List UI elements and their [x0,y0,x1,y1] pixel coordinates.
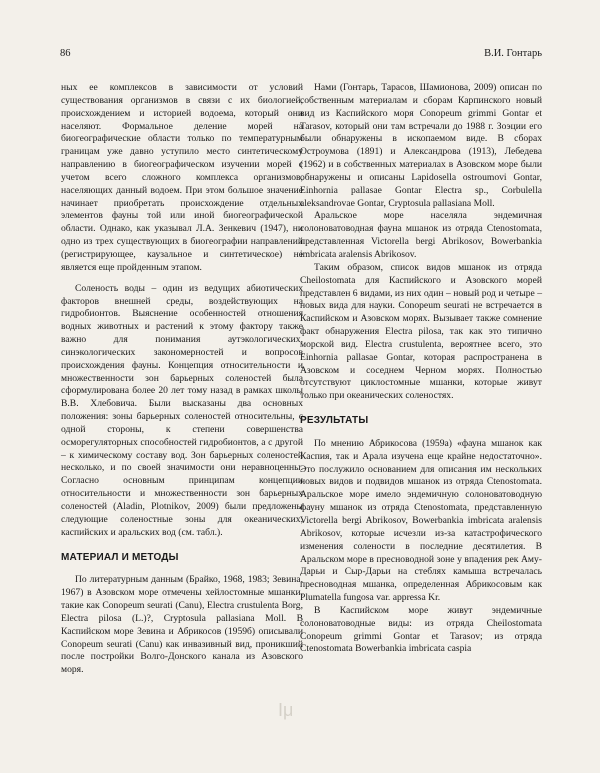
section-heading: МАТЕРИАЛ И МЕТОДЫ [61,551,179,563]
running-author: В.И. Гонтарь [484,48,542,59]
page-number: 86 [60,48,71,59]
paragraph: Нами (Гонтарь, Тарасов, Шамионова, 2009) описан по собственным материалам и сборам Карпинского новый вид из Каспийского моря Conopeum grimmi Gontar et Tarasov, который они там встречали до 1988 г. Зоэции его были обнаружены в ископаемом виде. В сборах Остроумова (1891) и Александрова (1913), Лебедева (1962) и в собственных материалах в Азовском море были обнаружены и описаны Lapidosella ostroumovi Gontar, Einhornia pallasae Gontar Electra sp., Corbulella aleksandrovae Gontar, Cryptosula pallasiana Moll. [300,82,542,209]
handwritten-mark: Ιμ [278,700,294,720]
paragraph: По мнению Абрикосова (1959а) «фауна мшанок как Каспия, так и Арала изучена еще крайне недостаточно». Это послужило основанием для описания им нескольких новых видов и подвидов мшанок из отряда Ctenostomata. Аральское море имело эндемичную солоноватоводную фауну мшанок из отряда Ctenostomata, представленную Victorella bergi Abrikosov, Bowerbankia imbricata aralensis Abrikosov, которые исчезли из-за катастрофического изменения солености в последние десятилетия. В Аральском море в пресноводной зоне у впадения рек Аму-Дарьи и Сыр-Дарьи на стеблях камыша встречалась пресноводная мшанка, определенная Абрикосовым как Plumatella fungosa var. appressa Kr. [300,437,542,604]
section-heading: РЕЗУЛЬТАТЫ [300,415,369,427]
right-column [300,82,542,656]
paragraph: Соленость воды – один из ведущих абиотических факторов внешней среды, воздействующих на гидробионтов. Выяснение особенностей отношения водных животных и растений к этому фактору также важно для понимания аутэкологических, синэкологических закономерностей и вопросов происхождения фауны. Концепция относительности и множественности зон барьерных соленостей была сформулирована более 20 лет тому назад в рамках школы В.В. Хлебовича. Были высказаны два основных положения: зоны барьерных соленостей относительны, с одной стороны, к степени совершенства осморегуляторных способностей гидробионтов, а с другой – к химическому составу вод. Зон барьерных соленостей несколько, и по своей значимости они неравноценны. Согласно основным принципам концепции относительности и множественности зон барьерных соленостей (Aladin, Plotnikov, 2009) были предложены следующие соленостные зоны для океанических, каспийских и аральских вод (см. табл.). [61,282,303,538]
paragraph: В Каспийском море живут эндемичные солоноватоводные виды: из отряда Cheilostomata Conopeum grimmi Gontar et Tarasov; из отряда Ctenostomata Bowerbankia imbricata caspia [300,604,542,655]
paragraph: Аральское море населяла эндемичная солоноватоводная фауна мшанок из отряда Ctenostomata, представленная Victorella bergi Abrikosov, Bowerbankia imbricata aralensis Abrikosov. [300,210,542,260]
left-column [61,82,303,677]
paragraph: ных ее комплексов в зависимости от условий существования организмов в связи с их биологией, происхождением и историей водоема, который они населяют. Формальное деление морей на биогеографические области только по температурным границам уже давно уступило место синтетическому направлению в биогеографическом изучении морей с учетом всего сложного комплекса организмов, населяющих данный водоем. При этом большое значение начинает приобретать происхождение отдельных элементов фауны той или иной биогеографической области. Однако, как указывал Л.А. Зенкевич (1947), ни одно из трех существующих в биогеографии направлений (регистрирующее, каузальное и синтетическое) не является еще пройденным этапом. [61,82,303,273]
paragraph: Таким образом, список видов мшанок из отряда Cheilostomata для Каспийского и Азовского морей представлен 6 видами, из них один – новый род и четыре – новых вида для науки. Conopeum seurati не встречается в Каспийском и Азовском морях. Вызывает также сомнение факт обнаружения Electra pilosa, так как это типично морской вид. Electra crustulenta, вероятнее всего, это Einhornia pallasae Gontar, которая распространена в Азовском и соседнем Черном морях. Полностью отсутствуют циклостомные мшанки, которые живут только при океанических соленостях. [300,261,542,402]
paragraph: По литературным данным (Брайко, 1968, 1983; Зевина, 1967) в Азовском море отмечены хейлостомные мшанки, такие как Conopeum seurati (Canu), Electra crustulenta Borg, Electra pilosa (L.)?, Cryptosula pallasiana Moll. В Каспийском море Зевина и Абрикосов (1959б) описывали Conopeum seurati (Canu) как инвазивный вид, проникший после постройки Волго-Донского канала из Азовского моря. [61,574,303,676]
running-header [60,48,542,62]
